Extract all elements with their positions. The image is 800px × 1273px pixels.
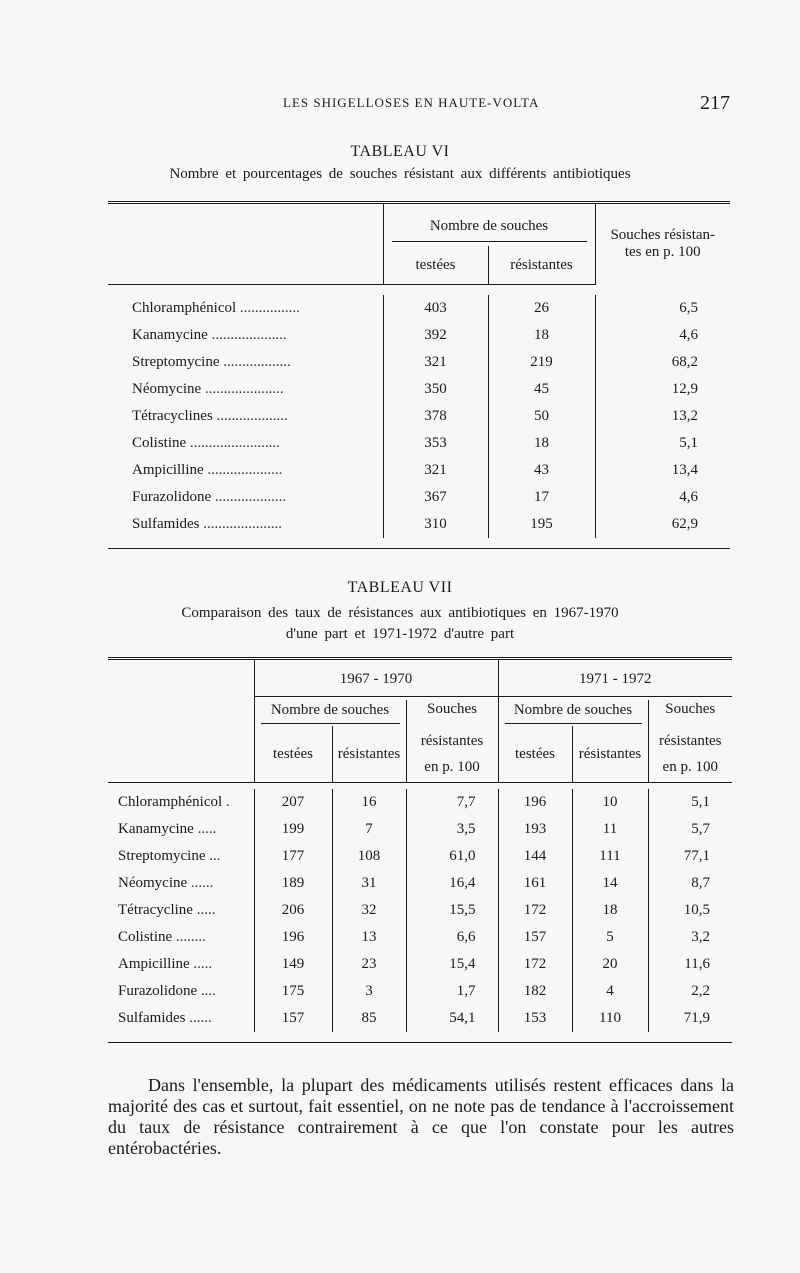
table6-cell-percent: 4,6 xyxy=(595,484,730,511)
table7-cell-percent-1: 15,5 xyxy=(406,897,498,924)
table7-group-header-2 xyxy=(498,700,648,726)
table6-label: TABLEAU VI xyxy=(350,143,450,160)
table7-cell-resistant-1: 32 xyxy=(332,897,406,924)
table7-cell-tested-1: 207 xyxy=(254,789,332,816)
table7-cell-percent-2: 11,6 xyxy=(648,951,732,978)
body-paragraph xyxy=(108,1075,734,1159)
table7-row-label xyxy=(108,924,254,951)
table7-label: TABLEAU VII xyxy=(347,579,453,596)
table7-cell-tested-1: 149 xyxy=(254,951,332,978)
table7-row-label xyxy=(108,897,254,924)
table6-cell-resistant: 195 xyxy=(488,511,595,538)
table7-cell-tested-1: 189 xyxy=(254,870,332,897)
table7-group-header-1-text: Nombre de souches xyxy=(261,702,400,724)
table7-pct-1-line1: résistantes xyxy=(420,733,484,749)
table7-row-dots: .... xyxy=(200,983,216,999)
table7-pct-2-line1: résistantes xyxy=(659,733,722,749)
table7-cell-resistant-1: 85 xyxy=(332,1005,406,1032)
table7-cell-tested-1: 206 xyxy=(254,897,332,924)
table7-cell-tested-2: 144 xyxy=(498,843,572,870)
table7-row xyxy=(108,1005,732,1032)
table6 xyxy=(108,201,730,549)
table7-col-tested-2: testées xyxy=(498,726,572,783)
table7-row-name: Kanamycine xyxy=(118,821,194,837)
table7-row-dots: ..... xyxy=(197,821,217,837)
table6-col-resistant: résistantes xyxy=(488,246,595,285)
table7-row-name: Furazolidone xyxy=(118,983,198,999)
page-number: 217 xyxy=(700,92,730,114)
table6-row-dots: .................... xyxy=(211,327,287,343)
running-head-title: LES SHIGELLOSES EN HAUTE-VOLTA xyxy=(283,95,540,110)
table7-cell-resistant-2: 20 xyxy=(572,951,648,978)
table7-cell-percent-2: 77,1 xyxy=(648,843,732,870)
table7-row xyxy=(108,978,732,1005)
table7-group-header-1 xyxy=(254,700,406,726)
table6-row-label xyxy=(108,349,383,376)
table6-percent-header-line1: Souches résistan- xyxy=(610,227,716,244)
table6-group-header-text: Nombre de souches xyxy=(392,218,587,242)
table7-row-name: Colistine xyxy=(118,929,173,945)
table7-cell-tested-2: 172 xyxy=(498,951,572,978)
table7-caption-line1: Comparaison des taux de résistances aux antibiotiques en 1967-1970 xyxy=(181,605,619,621)
table6-row xyxy=(108,349,730,376)
table7-row xyxy=(108,816,732,843)
table6-row-dots: .................. xyxy=(223,354,291,370)
table7-souches-2-text: Souches xyxy=(665,701,716,717)
table6-row-name: Tétracyclines xyxy=(132,408,213,424)
table7-cell-resistant-2: 4 xyxy=(572,978,648,1005)
table7-row-name: Néomycine xyxy=(118,875,188,891)
table7-period2 xyxy=(498,659,732,701)
table7-row-dots: ..... xyxy=(196,902,216,918)
table7-souches-1-text: Souches xyxy=(427,701,477,717)
body-paragraph-text: Dans l'ensemble, la plupart des médicaments utilisés restent efficaces dans la majorité des cas et surtout, fait essentiel, on ne note pas de tendance à l'accroissement du taux de résistance contrairement à ce que l'on constate pour les autres entérobactéries. xyxy=(108,1075,734,1158)
table7-souches-1 xyxy=(406,700,498,726)
table7-row-name: Ampicilline xyxy=(118,956,190,972)
table7-cell-tested-2: 182 xyxy=(498,978,572,1005)
table6-cell-tested: 392 xyxy=(383,322,488,349)
table7-cell-resistant-1: 13 xyxy=(332,924,406,951)
table7-cell-resistant-1: 108 xyxy=(332,843,406,870)
table7-row-label xyxy=(108,978,254,1005)
table7-row-dots: ........ xyxy=(175,929,206,945)
table6-row-label xyxy=(108,376,383,403)
table7-row-dots: ...... xyxy=(189,1010,212,1026)
table7-cell-percent-2: 2,2 xyxy=(648,978,732,1005)
table7-cell-resistant-2: 110 xyxy=(572,1005,648,1032)
table6-cell-resistant: 219 xyxy=(488,349,595,376)
table7-row xyxy=(108,870,732,897)
table6-cell-percent: 13,2 xyxy=(595,403,730,430)
table7-cell-tested-1: 157 xyxy=(254,1005,332,1032)
table7-row-dots: . xyxy=(225,794,230,810)
table6-cell-resistant: 26 xyxy=(488,295,595,322)
table6-row-label xyxy=(108,484,383,511)
table7-cell-percent-2: 8,7 xyxy=(648,870,732,897)
table7-cell-resistant-2: 10 xyxy=(572,789,648,816)
table7-row-name: Sulfamides xyxy=(118,1010,186,1026)
table6-cell-percent: 5,1 xyxy=(595,430,730,457)
table7-caption-line2: d'une part et 1971-1972 d'autre part xyxy=(285,626,515,642)
table7-col-resistant-2: résistantes xyxy=(572,726,648,783)
table7-cell-percent-2: 5,1 xyxy=(648,789,732,816)
table6-cell-percent: 12,9 xyxy=(595,376,730,403)
table7-cell-percent-2: 5,7 xyxy=(648,816,732,843)
table7-cell-resistant-1: 7 xyxy=(332,816,406,843)
table7-pct-2-line2: en p. 100 xyxy=(662,759,718,775)
table7-group-header-2-text: Nombre de souches xyxy=(505,702,642,724)
table6-row-dots: ........................ xyxy=(189,435,280,451)
table6-row xyxy=(108,403,730,430)
table7-col-resistant-1: résistantes xyxy=(332,726,406,783)
table6-percent-header-line2: tes en p. 100 xyxy=(624,244,701,261)
table7-row-label xyxy=(108,1005,254,1032)
table6-row xyxy=(108,484,730,511)
table6-cell-resistant: 45 xyxy=(488,376,595,403)
table6-row-dots: ................ xyxy=(239,300,300,316)
table7-pct-1 xyxy=(406,726,498,783)
table7-row-dots: ... xyxy=(209,848,221,864)
table7-cell-tested-1: 177 xyxy=(254,843,332,870)
table6-cell-tested: 350 xyxy=(383,376,488,403)
table6-cell-resistant: 43 xyxy=(488,457,595,484)
table7-cell-percent-2: 10,5 xyxy=(648,897,732,924)
table7-cell-percent-1: 16,4 xyxy=(406,870,498,897)
table6-row xyxy=(108,430,730,457)
table6-cell-resistant: 18 xyxy=(488,322,595,349)
table7-cell-tested-2: 157 xyxy=(498,924,572,951)
table6-row xyxy=(108,457,730,484)
table6-col-tested: testées xyxy=(383,246,488,285)
table7-cell-percent-1: 3,5 xyxy=(406,816,498,843)
table6-row-name: Furazolidone xyxy=(132,489,212,505)
table7-cell-resistant-1: 16 xyxy=(332,789,406,816)
table7-cell-resistant-2: 5 xyxy=(572,924,648,951)
table6-cell-resistant: 17 xyxy=(488,484,595,511)
table6-group-header xyxy=(383,203,595,247)
table7-cell-percent-1: 15,4 xyxy=(406,951,498,978)
table6-cell-tested: 378 xyxy=(383,403,488,430)
table6-cell-percent: 6,5 xyxy=(595,295,730,322)
table6-row-dots: ..................... xyxy=(204,381,284,397)
table6-cell-percent: 68,2 xyxy=(595,349,730,376)
table6-row-label xyxy=(108,295,383,322)
table6-cell-tested: 367 xyxy=(383,484,488,511)
table7-row-label xyxy=(108,870,254,897)
table7-row xyxy=(108,951,732,978)
table7 xyxy=(108,657,732,1043)
table7-cell-percent-2: 71,9 xyxy=(648,1005,732,1032)
table7-row xyxy=(108,789,732,816)
table7-cell-tested-2: 161 xyxy=(498,870,572,897)
table7-row-name: Streptomycine xyxy=(118,848,206,864)
table7-row-label xyxy=(108,951,254,978)
table7-cell-resistant-2: 14 xyxy=(572,870,648,897)
table7-cell-resistant-2: 11 xyxy=(572,816,648,843)
table7-cell-percent-1: 7,7 xyxy=(406,789,498,816)
table6-cell-tested: 353 xyxy=(383,430,488,457)
table7-pct-1-line2: en p. 100 xyxy=(424,759,480,775)
table6-row xyxy=(108,295,730,322)
table7-cell-resistant-1: 31 xyxy=(332,870,406,897)
table7-row xyxy=(108,897,732,924)
table6-row-name: Kanamycine xyxy=(132,327,208,343)
table7-cell-tested-1: 196 xyxy=(254,924,332,951)
table6-cell-resistant: 50 xyxy=(488,403,595,430)
table6-cell-tested: 403 xyxy=(383,295,488,322)
table6-cell-tested: 310 xyxy=(383,511,488,538)
table6-row-name: Chloramphénicol xyxy=(132,300,237,316)
table7-col-tested-1: testées xyxy=(254,726,332,783)
table6-header-blank xyxy=(108,203,383,247)
table6-row-label xyxy=(108,322,383,349)
table6-row-dots: .................... xyxy=(207,462,283,478)
table6-cell-percent: 13,4 xyxy=(595,457,730,484)
table6-row-name: Sulfamides xyxy=(132,516,200,532)
table7-row-label xyxy=(108,789,254,816)
table7-cell-tested-1: 199 xyxy=(254,816,332,843)
table7-cell-resistant-1: 23 xyxy=(332,951,406,978)
table7-pct-2 xyxy=(648,726,732,783)
table6-row-name: Néomycine xyxy=(132,381,202,397)
table6-row-name: Streptomycine xyxy=(132,354,220,370)
table7-cell-tested-2: 172 xyxy=(498,897,572,924)
table7-cell-percent-1: 61,0 xyxy=(406,843,498,870)
table6-row xyxy=(108,322,730,349)
table6-percent-header xyxy=(595,203,730,285)
table7-cell-percent-1: 1,7 xyxy=(406,978,498,1005)
table7-period2-text: 1971 - 1972 xyxy=(499,663,733,697)
table6-header-blank-2 xyxy=(108,246,383,285)
table6-row xyxy=(108,376,730,403)
table6-cell-percent: 62,9 xyxy=(595,511,730,538)
table7-cell-percent-1: 54,1 xyxy=(406,1005,498,1032)
table6-cell-resistant: 18 xyxy=(488,430,595,457)
table7-row-label xyxy=(108,843,254,870)
table7-cell-percent-2: 3,2 xyxy=(648,924,732,951)
table7-cell-tested-2: 193 xyxy=(498,816,572,843)
table6-row-name: Ampicilline xyxy=(132,462,204,478)
table6-cell-percent: 4,6 xyxy=(595,322,730,349)
table6-row-dots: ................... xyxy=(216,408,288,424)
table6-row-label xyxy=(108,430,383,457)
table7-cell-resistant-1: 3 xyxy=(332,978,406,1005)
running-head xyxy=(0,92,800,116)
table6-row-dots: ................... xyxy=(214,489,287,505)
table6-row-name: Colistine xyxy=(132,435,187,451)
table7-cell-tested-2: 153 xyxy=(498,1005,572,1032)
table7-cell-tested-2: 196 xyxy=(498,789,572,816)
table6-row-dots: ..................... xyxy=(203,516,282,532)
table6-row-label xyxy=(108,511,383,538)
table7-row-name: Chloramphénicol xyxy=(118,794,223,810)
table7-row-label xyxy=(108,816,254,843)
table7-period1-text: 1967 - 1970 xyxy=(255,663,498,697)
table6-cell-tested: 321 xyxy=(383,457,488,484)
table7-row xyxy=(108,843,732,870)
table6-row xyxy=(108,511,730,538)
table6-row-label xyxy=(108,403,383,430)
table7-row xyxy=(108,924,732,951)
table7-row-dots: ...... xyxy=(190,875,214,891)
table7-cell-tested-1: 175 xyxy=(254,978,332,1005)
table7-row-dots: ..... xyxy=(193,956,213,972)
table7-souches-2 xyxy=(648,700,732,726)
table7-cell-resistant-2: 111 xyxy=(572,843,648,870)
table6-row-label xyxy=(108,457,383,484)
table6-cell-tested: 321 xyxy=(383,349,488,376)
table7-cell-resistant-2: 18 xyxy=(572,897,648,924)
table7-row-name: Tétracycline xyxy=(118,902,193,918)
table7-cell-percent-1: 6,6 xyxy=(406,924,498,951)
table6-caption: Nombre et pourcentages de souches résistant aux différents antibiotiques xyxy=(169,166,631,182)
table7-period1 xyxy=(254,659,498,701)
